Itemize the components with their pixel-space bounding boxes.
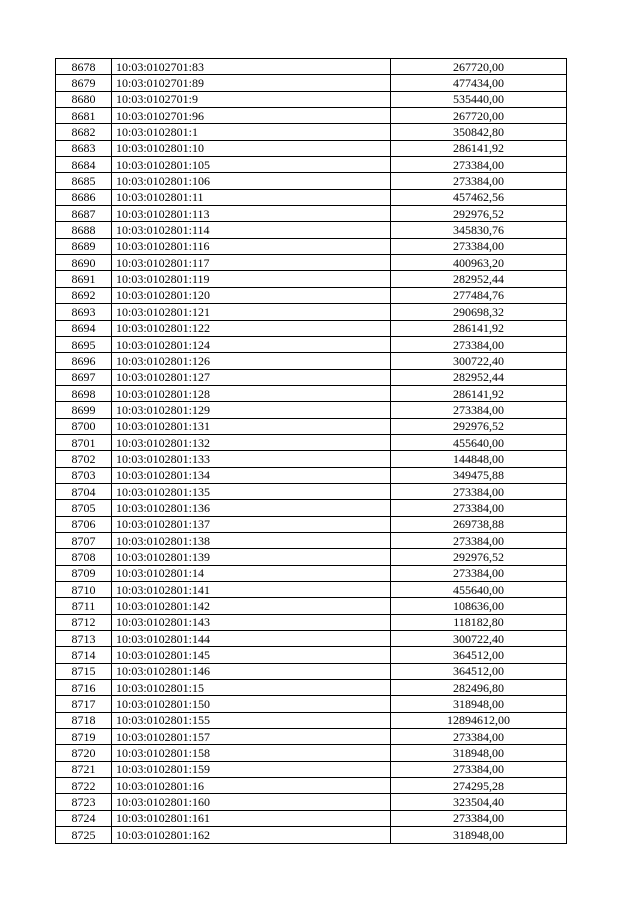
table-row [56,516,567,532]
cadastral-value: 535440,00 [391,91,567,107]
cadastral-number: 10:03:0102801:124 [112,336,391,352]
table-row [56,353,567,369]
row-number: 8694 [56,320,112,336]
table-row [56,59,567,75]
table-row [56,287,567,303]
table-row [56,467,567,483]
table-row [56,500,567,516]
table-row [56,565,567,581]
table-row [56,598,567,614]
table-row [56,304,567,320]
row-number: 8710 [56,582,112,598]
table-row [56,124,567,140]
cadastral-value: 364512,00 [391,663,567,679]
table-row [56,631,567,647]
cadastral-number: 10:03:0102801:136 [112,500,391,516]
row-number: 8715 [56,663,112,679]
row-number: 8683 [56,140,112,156]
row-number: 8684 [56,157,112,173]
cadastral-value: 108636,00 [391,598,567,614]
row-number: 8707 [56,532,112,548]
cadastral-number: 10:03:0102801:135 [112,483,391,499]
table-row [56,173,567,189]
row-number: 8681 [56,108,112,124]
cadastral-number: 10:03:0102801:10 [112,140,391,156]
table-row [56,582,567,598]
cadastral-number: 10:03:0102801:106 [112,173,391,189]
cadastral-number: 10:03:0102801:160 [112,794,391,810]
cadastral-value: 286141,92 [391,385,567,401]
row-number: 8685 [56,173,112,189]
table-row [56,680,567,696]
cadastral-value: 273384,00 [391,565,567,581]
table-row [56,696,567,712]
cadastral-number: 10:03:0102801:139 [112,549,391,565]
table-row [56,532,567,548]
cadastral-number: 10:03:0102801:155 [112,712,391,728]
row-number: 8716 [56,680,112,696]
table-row [56,222,567,238]
cadastral-number: 10:03:0102801:116 [112,238,391,254]
cadastral-value: 273384,00 [391,173,567,189]
table-row [56,271,567,287]
table-row [56,663,567,679]
cadastral-value: 292976,52 [391,549,567,565]
table-row [56,238,567,254]
cadastral-number: 10:03:0102801:120 [112,287,391,303]
cadastral-value: 349475,88 [391,467,567,483]
cadastral-value: 318948,00 [391,827,567,843]
table-row [56,385,567,401]
table-row [56,402,567,418]
row-number: 8692 [56,287,112,303]
row-number: 8708 [56,549,112,565]
cadastral-value: 273384,00 [391,729,567,745]
cadastral-number: 10:03:0102801:11 [112,189,391,205]
cadastral-value: 286141,92 [391,320,567,336]
cadastral-value: 300722,40 [391,631,567,647]
row-number: 8697 [56,369,112,385]
row-number: 8721 [56,761,112,777]
cadastral-number: 10:03:0102801:137 [112,516,391,532]
table-row [56,745,567,761]
row-number: 8706 [56,516,112,532]
row-number: 8718 [56,712,112,728]
cadastral-number: 10:03:0102801:113 [112,206,391,222]
cadastral-value: 455640,00 [391,434,567,450]
cadastral-number: 10:03:0102801:126 [112,353,391,369]
cadastral-number: 10:03:0102801:105 [112,157,391,173]
table-row [56,418,567,434]
cadastral-value: 273384,00 [391,483,567,499]
row-number: 8717 [56,696,112,712]
row-number: 8693 [56,304,112,320]
row-number: 8686 [56,189,112,205]
table-row [56,778,567,794]
row-number: 8724 [56,810,112,826]
table-row [56,647,567,663]
table-row [56,320,567,336]
row-number: 8702 [56,451,112,467]
cadastral-value: 118182,80 [391,614,567,630]
row-number: 8699 [56,402,112,418]
cadastral-value: 345830,76 [391,222,567,238]
row-number: 8704 [56,483,112,499]
cadastral-number: 10:03:0102801:161 [112,810,391,826]
cadastral-value: 273384,00 [391,238,567,254]
row-number: 8701 [56,434,112,450]
cadastral-number: 10:03:0102801:128 [112,385,391,401]
cadastral-number: 10:03:0102801:1 [112,124,391,140]
table-row [56,255,567,271]
cadastral-number: 10:03:0102801:144 [112,631,391,647]
cadastral-value: 300722,40 [391,353,567,369]
table-row [56,549,567,565]
cadastral-number: 10:03:0102801:145 [112,647,391,663]
table-row [56,794,567,810]
row-number: 8688 [56,222,112,238]
cadastral-number: 10:03:0102801:158 [112,745,391,761]
parcel-value-table [55,58,567,844]
cadastral-value: 144848,00 [391,451,567,467]
cadastral-value: 457462,56 [391,189,567,205]
table-row [56,827,567,843]
row-number: 8689 [56,238,112,254]
table-row [56,761,567,777]
cadastral-value: 282952,44 [391,369,567,385]
cadastral-number: 10:03:0102801:146 [112,663,391,679]
row-number: 8703 [56,467,112,483]
cadastral-number: 10:03:0102801:150 [112,696,391,712]
cadastral-value: 273384,00 [391,402,567,418]
cadastral-value: 350842,80 [391,124,567,140]
row-number: 8698 [56,385,112,401]
row-number: 8725 [56,827,112,843]
cadastral-value: 292976,52 [391,206,567,222]
cadastral-number: 10:03:0102801:131 [112,418,391,434]
cadastral-value: 274295,28 [391,778,567,794]
cadastral-value: 292976,52 [391,418,567,434]
table-row [56,712,567,728]
cadastral-number: 10:03:0102801:133 [112,451,391,467]
row-number: 8690 [56,255,112,271]
cadastral-number: 10:03:0102801:15 [112,680,391,696]
cadastral-value: 318948,00 [391,745,567,761]
table-row [56,810,567,826]
cadastral-value: 364512,00 [391,647,567,663]
cadastral-number: 10:03:0102801:132 [112,434,391,450]
cadastral-value: 282952,44 [391,271,567,287]
table-body [56,59,567,844]
row-number: 8691 [56,271,112,287]
table-row [56,108,567,124]
cadastral-number: 10:03:0102701:83 [112,59,391,75]
cadastral-number: 10:03:0102801:143 [112,614,391,630]
cadastral-number: 10:03:0102801:119 [112,271,391,287]
row-number: 8700 [56,418,112,434]
cadastral-value: 273384,00 [391,810,567,826]
row-number: 8713 [56,631,112,647]
row-number: 8679 [56,75,112,91]
row-number: 8696 [56,353,112,369]
cadastral-number: 10:03:0102801:122 [112,320,391,336]
cadastral-number: 10:03:0102801:121 [112,304,391,320]
cadastral-value: 273384,00 [391,336,567,352]
row-number: 8678 [56,59,112,75]
cadastral-number: 10:03:0102801:159 [112,761,391,777]
cadastral-number: 10:03:0102801:141 [112,582,391,598]
table-row [56,91,567,107]
cadastral-number: 10:03:0102801:114 [112,222,391,238]
cadastral-value: 267720,00 [391,59,567,75]
table-row [56,189,567,205]
table-row [56,336,567,352]
cadastral-value: 273384,00 [391,157,567,173]
row-number: 8720 [56,745,112,761]
cadastral-number: 10:03:0102801:16 [112,778,391,794]
row-number: 8723 [56,794,112,810]
cadastral-value: 286141,92 [391,140,567,156]
table-row [56,140,567,156]
cadastral-number: 10:03:0102801:162 [112,827,391,843]
row-number: 8719 [56,729,112,745]
table-row [56,157,567,173]
cadastral-number: 10:03:0102701:9 [112,91,391,107]
table-row [56,729,567,745]
cadastral-value: 273384,00 [391,500,567,516]
row-number: 8705 [56,500,112,516]
cadastral-number: 10:03:0102801:127 [112,369,391,385]
cadastral-value: 318948,00 [391,696,567,712]
row-number: 8711 [56,598,112,614]
row-number: 8714 [56,647,112,663]
cadastral-value: 273384,00 [391,532,567,548]
cadastral-value: 267720,00 [391,108,567,124]
table-row [56,451,567,467]
cadastral-value: 455640,00 [391,582,567,598]
cadastral-value: 277484,76 [391,287,567,303]
table-row [56,614,567,630]
row-number: 8682 [56,124,112,140]
cadastral-number: 10:03:0102801:129 [112,402,391,418]
cadastral-number: 10:03:0102801:14 [112,565,391,581]
table-row [56,75,567,91]
cadastral-value: 273384,00 [391,761,567,777]
cadastral-number: 10:03:0102801:142 [112,598,391,614]
table-row [56,369,567,385]
row-number: 8709 [56,565,112,581]
row-number: 8687 [56,206,112,222]
row-number: 8695 [56,336,112,352]
cadastral-value: 12894612,00 [391,712,567,728]
row-number: 8712 [56,614,112,630]
cadastral-value: 290698,32 [391,304,567,320]
cadastral-value: 269738,88 [391,516,567,532]
row-number: 8722 [56,778,112,794]
cadastral-number: 10:03:0102701:96 [112,108,391,124]
cadastral-value: 282496,80 [391,680,567,696]
cadastral-value: 477434,00 [391,75,567,91]
table-row [56,206,567,222]
cadastral-number: 10:03:0102801:157 [112,729,391,745]
table-row [56,483,567,499]
table-row [56,434,567,450]
cadastral-number: 10:03:0102801:134 [112,467,391,483]
cadastral-value: 400963,20 [391,255,567,271]
cadastral-value: 323504,40 [391,794,567,810]
cadastral-number: 10:03:0102701:89 [112,75,391,91]
cadastral-number: 10:03:0102801:117 [112,255,391,271]
cadastral-number: 10:03:0102801:138 [112,532,391,548]
row-number: 8680 [56,91,112,107]
